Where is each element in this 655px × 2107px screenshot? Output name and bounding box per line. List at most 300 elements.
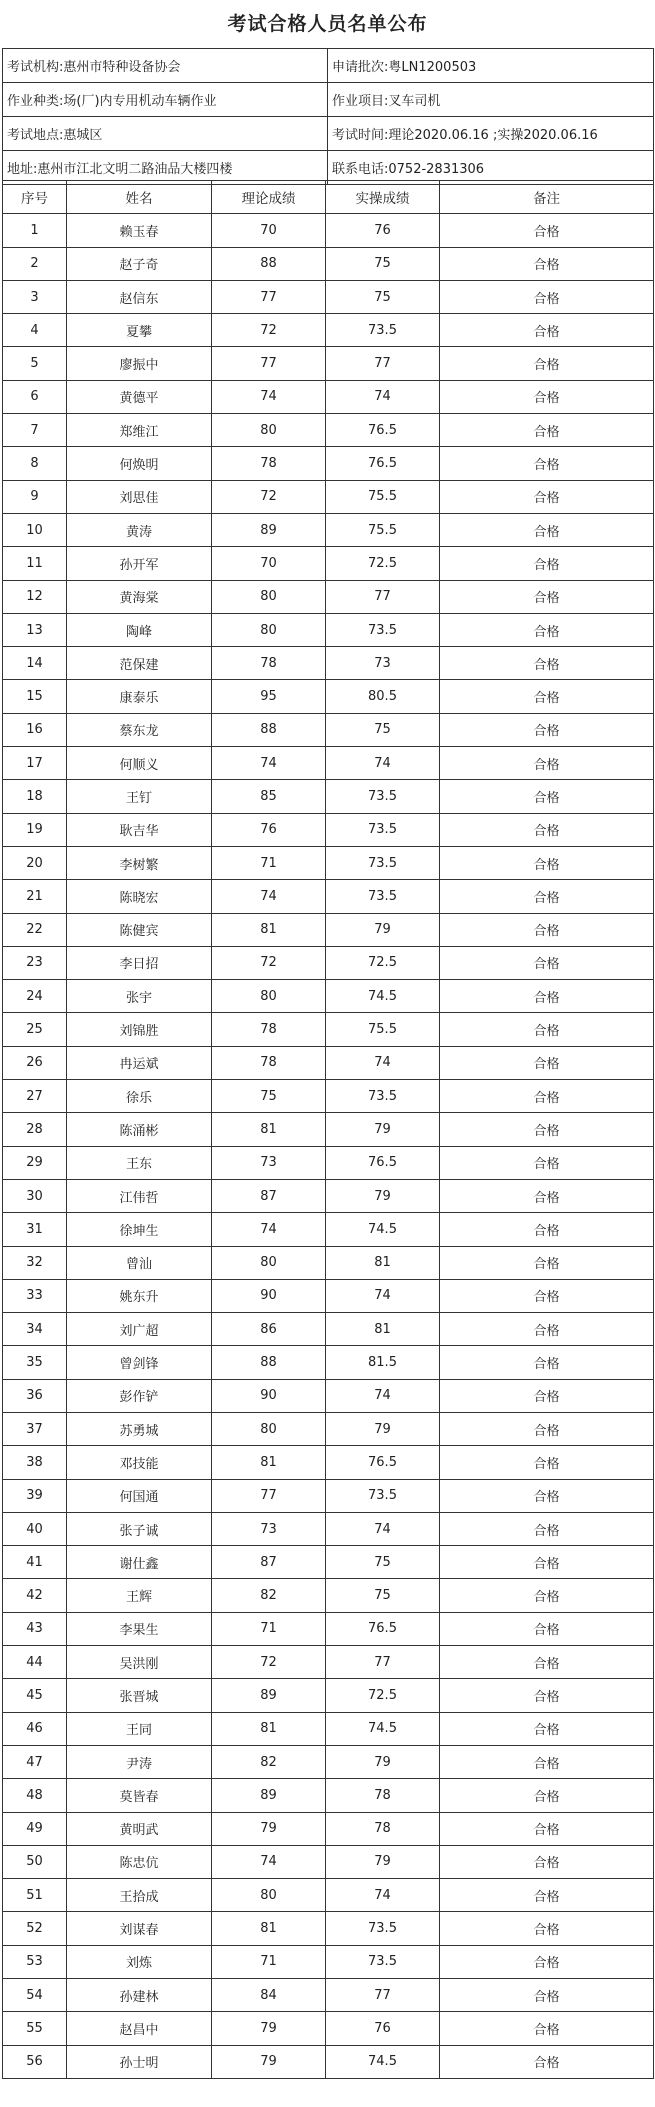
row-index-cell: 2: [3, 247, 67, 280]
row-name-cell: 李树繁: [67, 846, 212, 879]
work-type-value: 场(厂)内专用机动车辆作业: [63, 94, 217, 109]
table-row: [3, 780, 654, 813]
row-remark-cell: 合格: [440, 1512, 654, 1545]
table-row: [3, 1879, 654, 1912]
row-remark-cell: 合格: [440, 280, 654, 313]
table-row: [3, 1612, 654, 1645]
row-theory-score-cell: 70: [212, 214, 326, 247]
table-row: [3, 813, 654, 846]
row-remark-cell: 合格: [440, 1080, 654, 1113]
row-practice-score-cell: 73.5: [326, 813, 440, 846]
row-index-cell: 44: [3, 1646, 67, 1679]
row-name-cell: 廖振中: [67, 347, 212, 380]
row-remark-cell: 合格: [440, 513, 654, 546]
row-practice-score-cell: 76.5: [326, 1446, 440, 1479]
row-remark-cell: 合格: [440, 1213, 654, 1246]
row-index-cell: 35: [3, 1346, 67, 1379]
table-row: [3, 1279, 654, 1312]
row-theory-score-cell: 72: [212, 314, 326, 347]
row-name-cell: 何顺义: [67, 747, 212, 780]
row-remark-cell: 合格: [440, 2045, 654, 2078]
row-index-cell: 10: [3, 513, 67, 546]
row-theory-score-cell: 80: [212, 980, 326, 1013]
row-index-cell: 27: [3, 1080, 67, 1113]
row-practice-score-cell: 79: [326, 913, 440, 946]
row-name-cell: 黄海棠: [67, 580, 212, 613]
row-remark-cell: 合格: [440, 1745, 654, 1778]
row-name-cell: 彭作铲: [67, 1379, 212, 1412]
row-index-cell: 18: [3, 780, 67, 813]
row-index-cell: 33: [3, 1279, 67, 1312]
row-remark-cell: 合格: [440, 613, 654, 646]
row-practice-score-cell: 79: [326, 1113, 440, 1146]
row-theory-score-cell: 74: [212, 380, 326, 413]
row-theory-score-cell: 89: [212, 1679, 326, 1712]
table-row: [3, 447, 654, 480]
row-remark-cell: 合格: [440, 780, 654, 813]
row-theory-score-cell: 85: [212, 780, 326, 813]
table-row: [3, 580, 654, 613]
row-practice-score-cell: 75.5: [326, 480, 440, 513]
row-index-cell: 48: [3, 1779, 67, 1812]
row-remark-cell: 合格: [440, 1379, 654, 1412]
row-index-cell: 13: [3, 613, 67, 646]
address-label: 地址:: [7, 162, 38, 177]
row-theory-score-cell: 75: [212, 1080, 326, 1113]
row-theory-score-cell: 81: [212, 1113, 326, 1146]
row-name-cell: 江伟哲: [67, 1179, 212, 1212]
row-index-cell: 52: [3, 1912, 67, 1945]
row-name-cell: 陈忠伉: [67, 1845, 212, 1878]
row-remark-cell: 合格: [440, 1945, 654, 1978]
row-name-cell: 邓技能: [67, 1446, 212, 1479]
row-index-cell: 20: [3, 846, 67, 879]
row-practice-score-cell: 77: [326, 1979, 440, 2012]
row-theory-score-cell: 80: [212, 1879, 326, 1912]
table-row: [3, 713, 654, 746]
table-row: [3, 347, 654, 380]
table-row: [3, 314, 654, 347]
row-index-cell: 37: [3, 1412, 67, 1445]
row-name-cell: 黄涛: [67, 513, 212, 546]
row-index-cell: 1: [3, 214, 67, 247]
row-remark-cell: 合格: [440, 813, 654, 846]
row-theory-score-cell: 82: [212, 1579, 326, 1612]
row-name-cell: 刘谋春: [67, 1912, 212, 1945]
row-remark-cell: 合格: [440, 447, 654, 480]
table-row: [3, 1146, 654, 1179]
row-index-cell: 4: [3, 314, 67, 347]
row-theory-score-cell: 78: [212, 447, 326, 480]
table-row: [3, 946, 654, 979]
row-theory-score-cell: 88: [212, 1346, 326, 1379]
table-row: [3, 480, 654, 513]
table-row: [3, 1479, 654, 1512]
row-theory-score-cell: 88: [212, 247, 326, 280]
row-index-cell: 40: [3, 1512, 67, 1545]
row-theory-score-cell: 76: [212, 813, 326, 846]
row-index-cell: 29: [3, 1146, 67, 1179]
row-practice-score-cell: 75.5: [326, 513, 440, 546]
row-remark-cell: 合格: [440, 547, 654, 580]
row-practice-score-cell: 73.5: [326, 1080, 440, 1113]
row-theory-score-cell: 74: [212, 880, 326, 913]
row-theory-score-cell: 77: [212, 280, 326, 313]
row-practice-score-cell: 81: [326, 1246, 440, 1279]
info-row: [3, 49, 654, 83]
row-practice-score-cell: 76.5: [326, 1612, 440, 1645]
row-name-cell: 孙建林: [67, 1979, 212, 2012]
row-practice-score-cell: 74.5: [326, 2045, 440, 2078]
row-theory-score-cell: 81: [212, 1712, 326, 1745]
info-table: [2, 48, 654, 185]
table-row: [3, 1912, 654, 1945]
row-theory-score-cell: 77: [212, 347, 326, 380]
row-theory-score-cell: 80: [212, 414, 326, 447]
row-name-cell: 刘思佳: [67, 480, 212, 513]
row-name-cell: 王拾成: [67, 1879, 212, 1912]
row-remark-cell: 合格: [440, 1146, 654, 1179]
row-index-cell: 9: [3, 480, 67, 513]
row-practice-score-cell: 74: [326, 747, 440, 780]
column-header-remark: 备注: [440, 181, 654, 214]
row-remark-cell: 合格: [440, 880, 654, 913]
table-row: [3, 913, 654, 946]
row-remark-cell: 合格: [440, 1412, 654, 1445]
row-index-cell: 39: [3, 1479, 67, 1512]
row-remark-cell: 合格: [440, 480, 654, 513]
table-row: [3, 1313, 654, 1346]
table-row: [3, 247, 654, 280]
table-row: [3, 513, 654, 546]
row-theory-score-cell: 71: [212, 846, 326, 879]
row-name-cell: 王钉: [67, 780, 212, 813]
table-row: [3, 1845, 654, 1878]
table-row: [3, 1979, 654, 2012]
table-row: [3, 1346, 654, 1379]
row-practice-score-cell: 73.5: [326, 1945, 440, 1978]
row-practice-score-cell: 74: [326, 380, 440, 413]
row-practice-score-cell: 77: [326, 1646, 440, 1679]
table-row: [3, 680, 654, 713]
row-practice-score-cell: 77: [326, 347, 440, 380]
row-theory-score-cell: 80: [212, 613, 326, 646]
row-remark-cell: 合格: [440, 414, 654, 447]
row-theory-score-cell: 88: [212, 713, 326, 746]
table-row: [3, 2012, 654, 2045]
row-name-cell: 谢仕鑫: [67, 1546, 212, 1579]
row-theory-score-cell: 90: [212, 1379, 326, 1412]
row-index-cell: 7: [3, 414, 67, 447]
row-theory-score-cell: 73: [212, 1512, 326, 1545]
row-remark-cell: 合格: [440, 1013, 654, 1046]
row-theory-score-cell: 87: [212, 1546, 326, 1579]
address-value: 惠州市江北文明二路油品大楼四楼: [37, 162, 233, 177]
batch-label: 申请批次:: [332, 60, 389, 75]
table-row: [3, 1213, 654, 1246]
row-practice-score-cell: 73.5: [326, 846, 440, 879]
table-row: [3, 880, 654, 913]
row-index-cell: 49: [3, 1812, 67, 1845]
column-header-practice-score: 实操成绩: [326, 181, 440, 214]
row-index-cell: 45: [3, 1679, 67, 1712]
table-row: [3, 547, 654, 580]
column-header-name: 姓名: [67, 181, 212, 214]
batch-value: 粤LN1200503: [388, 60, 477, 75]
row-practice-score-cell: 78: [326, 1812, 440, 1845]
row-name-cell: 王辉: [67, 1579, 212, 1612]
row-theory-score-cell: 70: [212, 547, 326, 580]
row-name-cell: 孙开军: [67, 547, 212, 580]
table-row: [3, 1646, 654, 1679]
row-practice-score-cell: 75.5: [326, 1013, 440, 1046]
row-remark-cell: 合格: [440, 1979, 654, 2012]
row-remark-cell: 合格: [440, 980, 654, 1013]
table-row: [3, 1046, 654, 1079]
row-index-cell: 21: [3, 880, 67, 913]
row-remark-cell: 合格: [440, 1679, 654, 1712]
exam-org-value: 惠州市特种设备协会: [63, 60, 181, 75]
row-remark-cell: 合格: [440, 1546, 654, 1579]
phone-value: 0752-2831306: [388, 162, 485, 177]
row-practice-score-cell: 75: [326, 247, 440, 280]
row-theory-score-cell: 74: [212, 1213, 326, 1246]
row-practice-score-cell: 72.5: [326, 547, 440, 580]
row-remark-cell: 合格: [440, 747, 654, 780]
row-index-cell: 16: [3, 713, 67, 746]
row-index-cell: 56: [3, 2045, 67, 2078]
row-remark-cell: 合格: [440, 1845, 654, 1878]
row-remark-cell: 合格: [440, 2012, 654, 2045]
row-name-cell: 赵昌中: [67, 2012, 212, 2045]
row-theory-score-cell: 73: [212, 1146, 326, 1179]
row-theory-score-cell: 80: [212, 1412, 326, 1445]
row-theory-score-cell: 82: [212, 1745, 326, 1778]
row-practice-score-cell: 75: [326, 713, 440, 746]
row-name-cell: 陈涌彬: [67, 1113, 212, 1146]
row-name-cell: 刘锦胜: [67, 1013, 212, 1046]
work-item-value: 叉车司机: [388, 94, 441, 109]
exam-place-value: 惠城区: [63, 128, 103, 143]
row-theory-score-cell: 74: [212, 747, 326, 780]
row-remark-cell: 合格: [440, 1346, 654, 1379]
row-name-cell: 徐乐: [67, 1080, 212, 1113]
row-practice-score-cell: 75: [326, 1579, 440, 1612]
row-remark-cell: 合格: [440, 380, 654, 413]
row-theory-score-cell: 95: [212, 680, 326, 713]
row-theory-score-cell: 89: [212, 513, 326, 546]
row-practice-score-cell: 78: [326, 1779, 440, 1812]
row-theory-score-cell: 81: [212, 1912, 326, 1945]
exam-place-label: 考试地点:: [7, 128, 64, 143]
batch-cell: [328, 49, 654, 83]
table-row: [3, 980, 654, 1013]
row-theory-score-cell: 74: [212, 1845, 326, 1878]
table-row: [3, 1379, 654, 1412]
row-name-cell: 莫皆春: [67, 1779, 212, 1812]
row-practice-score-cell: 75: [326, 280, 440, 313]
row-name-cell: 张宇: [67, 980, 212, 1013]
table-row: [3, 747, 654, 780]
row-remark-cell: 合格: [440, 314, 654, 347]
row-remark-cell: 合格: [440, 1712, 654, 1745]
row-practice-score-cell: 79: [326, 1179, 440, 1212]
row-practice-score-cell: 74: [326, 1379, 440, 1412]
row-name-cell: 蔡东龙: [67, 713, 212, 746]
row-index-cell: 26: [3, 1046, 67, 1079]
row-theory-score-cell: 84: [212, 1979, 326, 2012]
row-name-cell: 李日招: [67, 946, 212, 979]
exam-org-label: 考试机构:: [7, 60, 64, 75]
row-practice-score-cell: 74.5: [326, 980, 440, 1013]
column-header-theory-score: 理论成绩: [212, 181, 326, 214]
row-remark-cell: 合格: [440, 913, 654, 946]
row-practice-score-cell: 74.5: [326, 1712, 440, 1745]
row-remark-cell: 合格: [440, 1246, 654, 1279]
row-name-cell: 孙士明: [67, 2045, 212, 2078]
row-index-cell: 8: [3, 447, 67, 480]
row-remark-cell: 合格: [440, 1879, 654, 1912]
exam-time-cell: [328, 117, 654, 151]
row-index-cell: 28: [3, 1113, 67, 1146]
table-row: [3, 1579, 654, 1612]
work-item-label: 作业项目:: [332, 94, 389, 109]
row-practice-score-cell: 79: [326, 1845, 440, 1878]
row-name-cell: 尹涛: [67, 1745, 212, 1778]
row-name-cell: 王同: [67, 1712, 212, 1745]
work-type-label: 作业种类:: [7, 94, 64, 109]
row-practice-score-cell: 74.5: [326, 1213, 440, 1246]
row-practice-score-cell: 73.5: [326, 1479, 440, 1512]
row-index-cell: 55: [3, 2012, 67, 2045]
table-row: [3, 1246, 654, 1279]
row-theory-score-cell: 81: [212, 913, 326, 946]
row-name-cell: 黄德平: [67, 380, 212, 413]
row-index-cell: 31: [3, 1213, 67, 1246]
row-theory-score-cell: 78: [212, 647, 326, 680]
exam-org-cell: [3, 49, 328, 83]
row-index-cell: 41: [3, 1546, 67, 1579]
row-name-cell: 张子诚: [67, 1512, 212, 1545]
row-name-cell: 刘炼: [67, 1945, 212, 1978]
row-remark-cell: 合格: [440, 946, 654, 979]
row-index-cell: 30: [3, 1179, 67, 1212]
column-header-index: 序号: [3, 181, 67, 214]
table-row: [3, 1013, 654, 1046]
row-remark-cell: 合格: [440, 1279, 654, 1312]
table-row: [3, 1179, 654, 1212]
row-name-cell: 何焕明: [67, 447, 212, 480]
table-row: [3, 1945, 654, 1978]
row-name-cell: 赖玉春: [67, 214, 212, 247]
row-name-cell: 耿吉华: [67, 813, 212, 846]
row-practice-score-cell: 73: [326, 647, 440, 680]
table-row: [3, 1745, 654, 1778]
row-practice-score-cell: 76.5: [326, 414, 440, 447]
row-practice-score-cell: 72.5: [326, 946, 440, 979]
row-theory-score-cell: 86: [212, 1313, 326, 1346]
row-remark-cell: 合格: [440, 713, 654, 746]
row-theory-score-cell: 90: [212, 1279, 326, 1312]
table-row: [3, 1712, 654, 1745]
row-index-cell: 12: [3, 580, 67, 613]
table-header-row: [3, 181, 654, 214]
row-index-cell: 51: [3, 1879, 67, 1912]
row-name-cell: 李果生: [67, 1612, 212, 1645]
row-practice-score-cell: 76.5: [326, 1146, 440, 1179]
row-remark-cell: 合格: [440, 1812, 654, 1845]
row-name-cell: 曾汕: [67, 1246, 212, 1279]
row-remark-cell: 合格: [440, 647, 654, 680]
row-practice-score-cell: 73.5: [326, 880, 440, 913]
row-name-cell: 王东: [67, 1146, 212, 1179]
table-row: [3, 280, 654, 313]
row-theory-score-cell: 77: [212, 1479, 326, 1512]
row-remark-cell: 合格: [440, 1612, 654, 1645]
row-name-cell: 陈晓宏: [67, 880, 212, 913]
table-row: [3, 380, 654, 413]
row-name-cell: 徐坤生: [67, 1213, 212, 1246]
row-remark-cell: 合格: [440, 1779, 654, 1812]
row-index-cell: 36: [3, 1379, 67, 1412]
row-index-cell: 54: [3, 1979, 67, 2012]
row-name-cell: 何国通: [67, 1479, 212, 1512]
row-index-cell: 25: [3, 1013, 67, 1046]
row-practice-score-cell: 81.5: [326, 1346, 440, 1379]
row-index-cell: 22: [3, 913, 67, 946]
row-name-cell: 张晋城: [67, 1679, 212, 1712]
row-index-cell: 14: [3, 647, 67, 680]
row-theory-score-cell: 71: [212, 1612, 326, 1645]
row-theory-score-cell: 79: [212, 2012, 326, 2045]
info-row: [3, 83, 654, 117]
row-remark-cell: 合格: [440, 214, 654, 247]
row-remark-cell: 合格: [440, 247, 654, 280]
row-remark-cell: 合格: [440, 680, 654, 713]
row-practice-score-cell: 74: [326, 1512, 440, 1545]
row-practice-score-cell: 77: [326, 580, 440, 613]
row-index-cell: 42: [3, 1579, 67, 1612]
row-practice-score-cell: 74: [326, 1279, 440, 1312]
table-row: [3, 846, 654, 879]
row-practice-score-cell: 73.5: [326, 314, 440, 347]
row-practice-score-cell: 76: [326, 214, 440, 247]
row-theory-score-cell: 72: [212, 946, 326, 979]
row-index-cell: 15: [3, 680, 67, 713]
row-remark-cell: 合格: [440, 1113, 654, 1146]
row-index-cell: 11: [3, 547, 67, 580]
row-remark-cell: 合格: [440, 846, 654, 879]
row-practice-score-cell: 76.5: [326, 447, 440, 480]
row-index-cell: 50: [3, 1845, 67, 1878]
table-row: [3, 1546, 654, 1579]
row-practice-score-cell: 73.5: [326, 780, 440, 813]
work-type-cell: [3, 83, 328, 117]
row-remark-cell: 合格: [440, 1912, 654, 1945]
row-index-cell: 43: [3, 1612, 67, 1645]
table-row: [3, 647, 654, 680]
row-index-cell: 46: [3, 1712, 67, 1745]
row-index-cell: 17: [3, 747, 67, 780]
page-title: 考试合格人员名单公布: [227, 13, 428, 35]
row-practice-score-cell: 74: [326, 1879, 440, 1912]
row-name-cell: 黄明武: [67, 1812, 212, 1845]
exam-place-cell: [3, 117, 328, 151]
row-practice-score-cell: 79: [326, 1745, 440, 1778]
row-index-cell: 24: [3, 980, 67, 1013]
row-practice-score-cell: 72.5: [326, 1679, 440, 1712]
row-remark-cell: 合格: [440, 1046, 654, 1079]
